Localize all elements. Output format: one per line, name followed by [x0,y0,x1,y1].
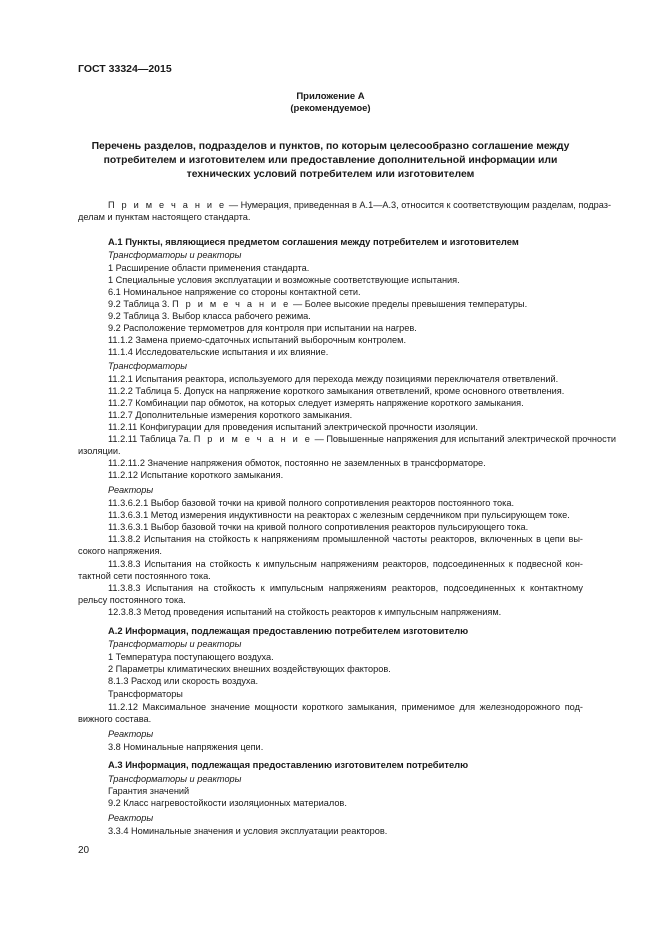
list-item: 11.2.11 Таблица 7а. П р и м е ч а н и е — Повышенные напряжения для испытаний электрической прочности [108,434,617,444]
appendix-subtitle: (рекомендуемое) [290,103,371,114]
list-item-cont: вижного состава. [78,714,152,724]
subheading: Реакторы [108,485,154,495]
note-text: — Нумерация, приведенная в А.1—А.3, относится к соответствующим разделам, подраз- [228,200,612,210]
subheading: Трансформаторы и реакторы [108,250,242,260]
list-item: 11.2.1 Испытания реактора, используемого для перехода между позициями переключателя ответвлений. [108,374,559,384]
list-item: 9.2 Расположение термометров для контроля при испытании на нагрев. [108,323,417,333]
list-item: 11.2.7 Дополнительные измерения короткого замыкания. [108,410,353,420]
note-label: П р и м е ч а н и е [108,200,227,210]
page-number: 20 [78,845,90,856]
list-item-cont: тактной сети постоянного тока. [78,571,211,581]
list-item: 11.3.6.2.1 Выбор базовой точки на кривой полного сопротивления реакторов постоянного тока. [108,498,515,508]
list-item: 11.1.4 Исследовательские испытания и их влияние. [108,347,329,357]
list-item: 11.2.12 Максимальное значение мощности короткого замыкания, применимое для железнодорожного под- [108,702,583,712]
list-item: 8.1.3 Расход или скорость воздуха. [108,676,259,686]
list-item: 2 Параметры климатических внешних воздействующих факторов. [108,664,391,674]
list-item: 11.2.12 Испытание короткого замыкания. [108,470,284,480]
list-item: 11.3.6.3.1 Метод измерения индуктивности на реакторах с железным сердечником при пульсирующем токе. [108,510,570,520]
list-item-cont: изоляции. [78,446,121,456]
list-item: 9.2 Таблица 3. Выбор класса рабочего режима. [108,311,311,321]
list-item: 9.2 Класс нагревостойкости изоляционных материалов. [108,798,347,808]
subheading: Трансформаторы и реакторы [108,774,242,784]
list-item: 11.2.7 Комбинации пар обмоток, на которых следует измерять напряжение короткого замыкания. [108,398,524,408]
main-title-line: технических условий потребителем или изготовителем [186,169,475,180]
section-a2-heading: А.2 Информация, подлежащая предоставлению потребителем изготовителю [108,625,469,636]
note-text-cont: делам и пунктам настоящего стандарта. [78,212,251,222]
appendix-title: Приложение А [296,91,365,102]
list-item: 12.3.8.3 Метод проведения испытаний на стойкость реакторов к импульсным напряжениям. [108,607,502,617]
list-item: 11.2.2 Таблица 5. Допуск на напряжение короткого замыкания ответвлений, кроме основного ответвления. [108,386,565,396]
list-item: 11.3.8.2 Испытания на стойкость к напряжениям промышленной частоты реакторов, включенных в цепи вы- [108,534,583,544]
list-item: 11.2.11.2 Значение напряжения обмоток, постоянно не заземленных в трансформаторе. [108,458,486,468]
list-item-cont: сокого напряжения. [78,546,162,556]
list-item: 11.3.6.3.1 Выбор базовой точки на кривой полного сопротивления реакторов пульсирующего тока. [108,522,529,532]
list-item: 1 Температура поступающего воздуха. [108,652,274,662]
main-title-line: Перечень разделов, подразделов и пунктов, по которым целесообразно соглашение между [91,141,570,152]
main-title-line: потребителем и изготовителем или предоставление дополнительной информации или [103,155,558,166]
list-item-cont: рельсу постоянного тока. [78,595,186,605]
subheading: Трансформаторы [108,361,188,371]
section-a1-heading: А.1 Пункты, являющиеся предметом соглашения между потребителем и изготовителем [108,236,519,247]
document-header: ГОСТ 33324—2015 [78,63,172,75]
subheading: Трансформаторы и реакторы [108,639,242,649]
list-item: Гарантия значений [108,786,190,796]
list-item: 3.8 Номинальные напряжения цепи. [108,742,264,752]
subheading: Трансформаторы [108,689,183,699]
subheading: Реакторы [108,729,154,739]
list-item: 3.3.4 Номинальные значения и условия эксплуатации реакторов. [108,826,388,836]
list-item: 9.2 Таблица 3. П р и м е ч а н и е — Более высокие пределы превышения температуры. [108,299,528,309]
list-item: 1 Специальные условия эксплуатации и возможные соответствующие испытания. [108,275,460,285]
list-item: 11.2.11 Конфигурации для проведения испытаний электрической прочности изоляции. [108,422,478,432]
list-item: 6.1 Номинальное напряжение со стороны контактной сети. [108,287,361,297]
list-item: 11.3.8.3 Испытания на стойкость к импульсным напряжениям реакторов, подсоединенных к контактному [108,583,583,593]
section-a3-heading: А.3 Информация, подлежащая предоставлению изготовителем потребителю [108,759,469,770]
list-item: 1 Расширение области применения стандарта. [108,263,310,273]
note-line [108,199,612,211]
list-item: 11.1.2 Замена приемо-сдаточных испытаний выборочным контролем. [108,335,407,345]
list-item: 11.3.8.3 Испытания на стойкость к импульсным напряжениям реакторов, подсоединенных к подвесной кон- [108,559,583,569]
subheading: Реакторы [108,813,154,823]
